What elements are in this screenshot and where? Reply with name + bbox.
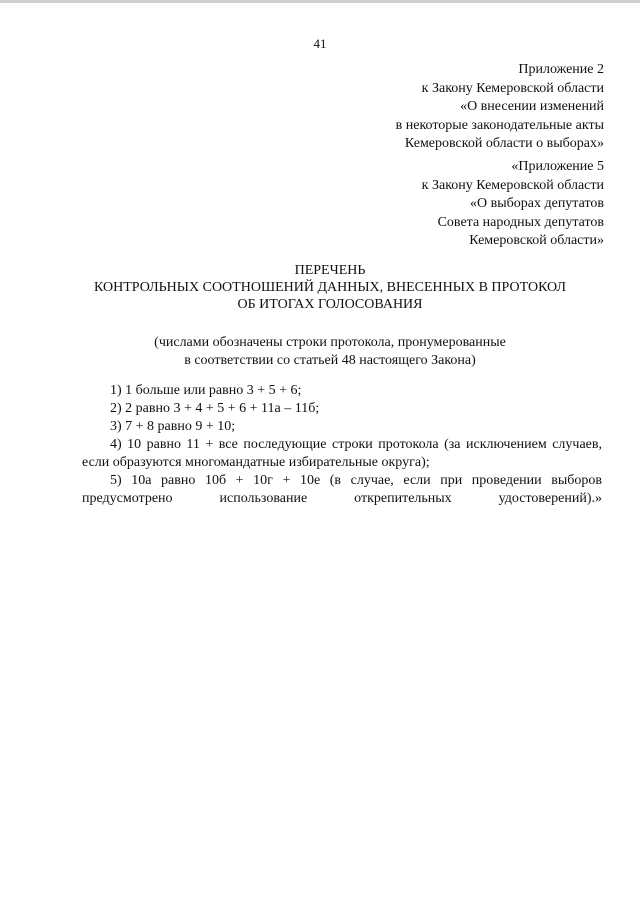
list-item: 2) 2 равно 3 + 4 + 5 + 6 + 11а – 11б; — [110, 401, 320, 416]
list-item: 5) 10а равно 10б + 10г + 10е (в случае, если при проведении выборов предусмотрено использование открепительных удостоверений).» — [82, 473, 602, 506]
annex-2-line: Приложение 2 — [518, 62, 604, 77]
document-title — [60, 262, 600, 313]
annex-2-line: в некоторые законодательные акты — [395, 117, 604, 133]
annex-5-line: Совета народных депутатов — [437, 214, 604, 230]
subtitle-line: (числами обозначены строки протокола, пронумерованные — [154, 335, 506, 350]
annex-2-header — [396, 61, 604, 154]
top-border-line — [0, 0, 640, 3]
annex-5-line: «Приложение 5 — [511, 159, 604, 174]
annex-2-line: Кемеровской области о выборах» — [404, 136, 604, 151]
annex-5-line: «О выборах депутатов — [470, 196, 604, 211]
list-item: 4) 10 равно 11 + все последующие строки протокола (за исключением случаев, если образуются многомандатные избирательные округа); — [82, 437, 602, 470]
annex-5-header — [422, 158, 604, 251]
ratio-list — [82, 382, 602, 508]
annex-5-line: Кемеровской области» — [469, 233, 604, 248]
list-item: 3) 7 + 8 равно 9 + 10; — [110, 419, 236, 434]
title-line: ПЕРЕЧЕНЬ — [294, 263, 366, 278]
document-subtitle — [60, 334, 600, 369]
subtitle-line: в соответствии со статьей 48 настоящего Закона) — [184, 352, 476, 368]
title-line: КОНТРОЛЬНЫХ СООТНОШЕНИЙ ДАННЫХ, ВНЕСЕННЫХ В ПРОТОКОЛ — [94, 280, 566, 295]
annex-2-line: к Закону Кемеровской области — [421, 80, 604, 96]
page-number: 41 — [313, 36, 327, 51]
list-item: 1) 1 больше или равно 3 + 5 + 6; — [110, 383, 302, 398]
annex-5-line: к Закону Кемеровской области — [421, 177, 604, 193]
title-line: ОБ ИТОГАХ ГОЛОСОВАНИЯ — [237, 297, 423, 312]
annex-2-line: «О внесении изменений — [460, 99, 604, 114]
